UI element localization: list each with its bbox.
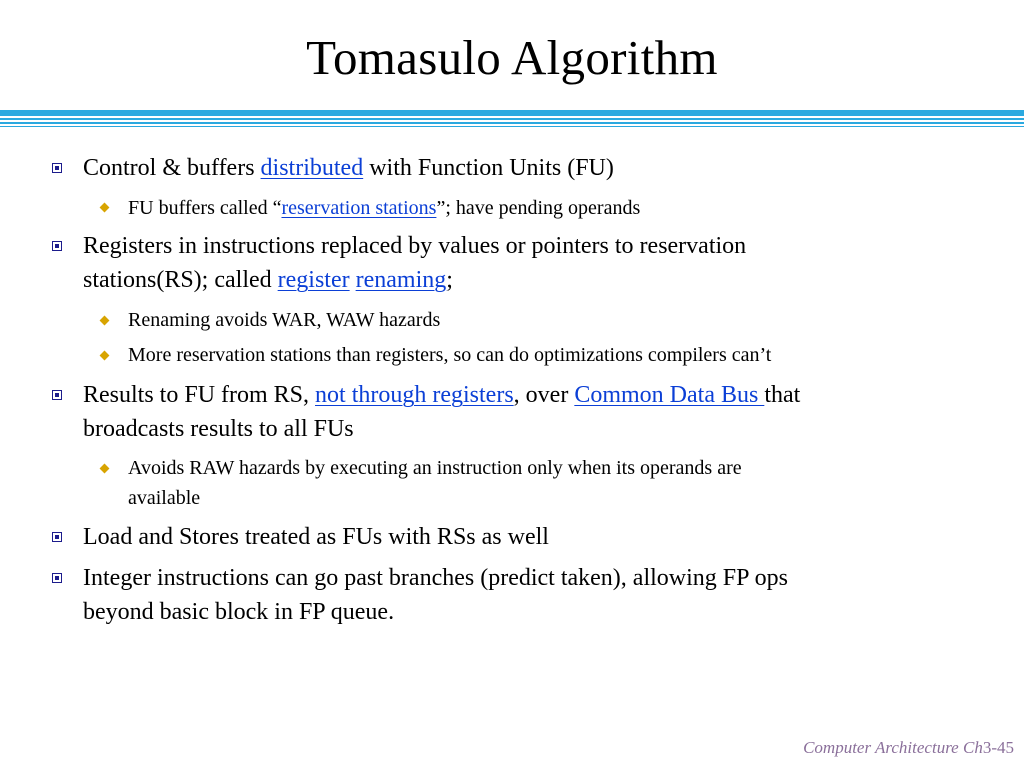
bullet-text: Registers in instructions replaced by values or pointers to reservation bbox=[83, 233, 747, 259]
bullet-text: broadcasts results to all FUs bbox=[83, 416, 354, 442]
sub-bullet-text: More reservation stations than registers, so can do optimizations compilers can’t bbox=[128, 344, 772, 366]
bullet-text: Integer instructions can go past branches (predict taken), allowing FP ops bbox=[83, 565, 788, 591]
bullet-text: beyond basic block in FP queue. bbox=[83, 599, 395, 625]
square-bullet-icon bbox=[52, 390, 62, 400]
bullet-text bbox=[83, 152, 614, 184]
diamond-bullet-icon bbox=[100, 316, 110, 326]
link-distributed[interactable]: distributed bbox=[260, 155, 364, 181]
link-renaming[interactable]: renaming bbox=[355, 267, 447, 293]
link-not-through-registers[interactable]: not through registers bbox=[315, 382, 514, 408]
slide-footer bbox=[803, 738, 1014, 758]
text-segment: FU buffers called “ bbox=[128, 197, 282, 219]
square-bullet-icon bbox=[52, 163, 62, 173]
sub-bullet-text: available bbox=[128, 487, 201, 509]
title-divider bbox=[0, 118, 1024, 120]
bullet-text: Load and Stores treated as FUs with RSs as well bbox=[83, 524, 549, 550]
text-segment: with Function Units (FU) bbox=[363, 155, 614, 181]
sub-bullet-text: Renaming avoids WAR, WAW hazards bbox=[128, 309, 441, 331]
diamond-bullet-icon bbox=[100, 351, 110, 361]
square-bullet-icon bbox=[52, 241, 62, 251]
title-divider bbox=[0, 126, 1024, 127]
square-bullet-icon bbox=[52, 573, 62, 583]
text-segment: Control & buffers bbox=[83, 155, 261, 181]
text-segment: Results to FU from RS, bbox=[83, 382, 316, 408]
link-register[interactable]: register bbox=[277, 267, 350, 293]
text-segment: stations(RS); called bbox=[83, 267, 278, 293]
text-segment: ”; have pending operands bbox=[436, 197, 641, 219]
footer-course: Computer Architecture Ch bbox=[803, 738, 983, 757]
link-reservation-stations[interactable]: reservation stations bbox=[281, 197, 437, 219]
slide-title: Tomasulo Algorithm bbox=[306, 30, 718, 85]
text-segment: , over bbox=[513, 382, 575, 408]
text-segment: ; bbox=[446, 267, 453, 293]
text-segment: that bbox=[764, 382, 801, 408]
sub-bullet-text: Avoids RAW hazards by executing an instruction only when its operands are bbox=[128, 457, 742, 479]
link-common-data-bus[interactable]: Common Data Bus bbox=[574, 382, 765, 408]
diamond-bullet-icon bbox=[100, 464, 110, 474]
diamond-bullet-icon bbox=[100, 203, 110, 213]
page-number: 3-45 bbox=[982, 738, 1014, 757]
square-bullet-icon bbox=[52, 532, 62, 542]
title-divider bbox=[0, 110, 1024, 116]
bullet-text bbox=[83, 264, 453, 296]
title-divider bbox=[0, 122, 1024, 124]
bullet-text bbox=[83, 379, 800, 411]
sub-bullet-text bbox=[128, 194, 640, 222]
